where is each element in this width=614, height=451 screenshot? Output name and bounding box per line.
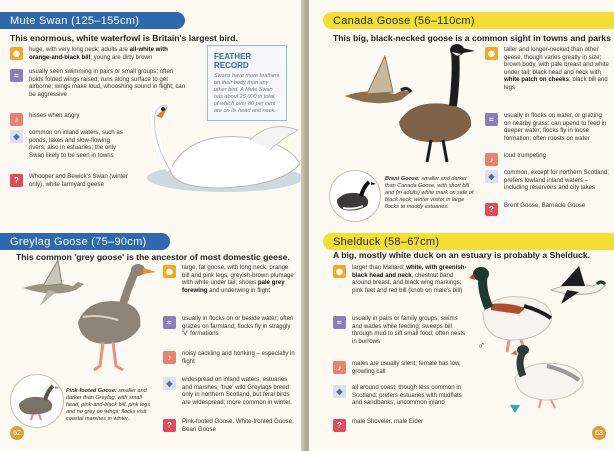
page-number-left: 62 bbox=[10, 426, 24, 440]
location-icon: ◈ bbox=[485, 170, 498, 183]
mute-swan-title: Mute Swan (125–155cm) bbox=[10, 14, 140, 27]
mute-swan-title-bar bbox=[0, 12, 185, 29]
canada-entry-flight: ≈ usually in flocks on water, or grazing on nearby grass; can upend to feed in deeper water; flocks fly in loose formation; often roosts on water bbox=[485, 112, 609, 142]
mute-swan-entry-sound: ♪ hisses when angry bbox=[10, 112, 160, 126]
greylag-entry-location: ◈ widespread on inland waters, estuaries and marshes; 'true' wild Greylags breed only in northern Scotland, but feral birds are widespread; more common in winter. bbox=[163, 376, 295, 406]
shelduck-entry-location: ◈ all around coast, though less common in Scotland; prefers estuaries with mudflats and sandbanks; uncommon inland bbox=[333, 384, 467, 407]
shelduck-entry-sound: ♪ males are usually silent; female has low, growling call bbox=[333, 360, 467, 375]
brent-goose-illustration bbox=[333, 178, 377, 216]
mute-swan-entry-eye: ◉ huge, with very long neck; adults are all-white with orange-and-black bill; young are dirty brown bbox=[10, 46, 185, 61]
left-page bbox=[0, 0, 305, 451]
canada-entry-location: ◈ common, except for northern Scotland; prefers lowland inland waters – including reservoirs and city lakes bbox=[485, 169, 609, 192]
sound-icon: ♪ bbox=[333, 361, 346, 374]
flight-icon: ≈ bbox=[333, 316, 346, 329]
feather-record-heading: FEATHER RECORD bbox=[214, 52, 252, 70]
pink-footed-caption: Pink-footed Goose: smaller and darker than Greylag, with small head, pink-and-black bill, pink legs and no grey on wings; flocks visit coastal marshes in winter. bbox=[66, 388, 151, 422]
flight-icon: ≈ bbox=[163, 316, 176, 329]
shelduck-title-bar bbox=[323, 233, 614, 250]
eye-icon: ◉ bbox=[163, 265, 176, 278]
canada-entry-sound: ♪ loud trumpeting bbox=[485, 152, 609, 166]
mute-swan-lead: This enormous, white waterfowl is Britain's largest bird. bbox=[10, 33, 238, 43]
shelduck-entry-flight: ≈ usually in pairs or family groups; swims and wades while feeding; sweeps bill through mud to sift small food; often nests in burrows bbox=[333, 315, 467, 345]
question-icon: ? bbox=[333, 419, 346, 432]
mute-swan-entry-similar: ? Whooper and Bewick's Swan (winter only), white farmyard geese bbox=[10, 173, 128, 188]
right-page bbox=[309, 0, 614, 451]
greylag-entry-sound: ♪ noisy cackling and honking – especially in flight bbox=[163, 350, 295, 365]
location-icon: ◈ bbox=[10, 130, 23, 143]
question-icon: ? bbox=[163, 419, 176, 432]
greylag-title: Greylag Goose (75–90cm) bbox=[10, 235, 147, 248]
canada-entry-similar: ? Brent Goose, Barnacle Goose bbox=[485, 202, 609, 216]
eye-icon: ◉ bbox=[333, 265, 346, 278]
flight-icon: ≈ bbox=[10, 69, 23, 82]
brent-goose-caption: Brent Goose: smaller and darker than Canada Goose, with short bill and (in adults) white mark on side of black neck; winter visitor in large flocks to muddy estuaries. bbox=[385, 176, 474, 210]
flight-icon: ≈ bbox=[485, 113, 498, 126]
eye-icon: ◉ bbox=[10, 47, 23, 60]
question-icon: ? bbox=[485, 203, 498, 216]
male-symbol: ♂ bbox=[477, 340, 486, 352]
shelduck-female-illustration bbox=[507, 340, 597, 410]
location-icon: ◈ bbox=[163, 377, 176, 390]
canada-goose-title-bar bbox=[323, 12, 614, 29]
canada-entry-eye: ◉ taller and longer-necked than other geese, though varies greatly in size; brown body, with pale breast and white under tail; black head and neck with white patch on cheeks; black bill and legs bbox=[485, 46, 609, 92]
mute-swan-illustration bbox=[130, 100, 305, 200]
location-icon: ◈ bbox=[333, 385, 346, 398]
shelduck-title: Shelduck (58–67cm) bbox=[333, 235, 440, 248]
greylag-entry-similar: ? Pink-footed Goose, White-fronted Goose, Bean Goose bbox=[163, 418, 295, 433]
sound-icon: ♪ bbox=[485, 153, 498, 166]
greylag-standing-illustration bbox=[68, 262, 158, 377]
eye-icon: ◉ bbox=[485, 47, 498, 60]
page-number-right: 63 bbox=[592, 426, 606, 440]
shelduck-entry-eye: ◉ larger than Mallard; white, with greenish-black head and neck, chestnut band around breast, and black wing markings; pink feet and red bill (knob on male's bill) bbox=[333, 264, 467, 294]
canada-standing-illustration bbox=[391, 42, 491, 167]
greylag-entry-eye: ◉ large, fat goose, with long neck, orange bill and pink legs; greyish-brown plumage with white under tail; shows pale grey forewing and underwing in flight bbox=[163, 264, 295, 294]
sound-icon: ♪ bbox=[163, 351, 176, 364]
shelduck-entry-similar: ? male Shoveler, male Eider bbox=[333, 418, 467, 432]
canada-goose-title: Canada Goose (56–110cm) bbox=[333, 14, 475, 27]
greylag-lead: This common 'grey goose' is the ancestor of most domestic geese. bbox=[16, 252, 290, 262]
feather-record-body: Swans have more feathers on their body than any other bird. A Mute Swan has about 25,000 in total, of which over 80 per cent are on its head and neck. bbox=[214, 73, 280, 114]
sound-icon: ♪ bbox=[10, 113, 23, 126]
pink-footed-illustration bbox=[15, 382, 61, 422]
female-marker-icon bbox=[509, 404, 521, 414]
question-icon: ? bbox=[10, 174, 23, 187]
mute-swan-entry-flight: ≈ usually seen swimming in pairs or small groups; often holds folded wings raised; runs along surface to get airborne; wings make loud, whooshing sound in flight; can be aggressive bbox=[10, 68, 188, 98]
canada-goose-lead: This big, black-necked goose is a common sight in towns and parks bbox=[333, 33, 611, 43]
mute-swan-entry-location: ◈ common on inland waters, such as ponds, lakes and slow-flowing rivers; also in estuaries; the only Swan likely to be seen in towns bbox=[10, 129, 128, 159]
greylag-title-bar bbox=[0, 233, 170, 250]
shelduck-lead: A big, mostly white duck on an estuary is probably a Shelduck. bbox=[333, 250, 591, 260]
shelduck-flying-illustration bbox=[545, 262, 607, 306]
greylag-entry-flight: ≈ usually in flocks on or beside water; often grazes on farmland; flocks fly in straggly 'V' formations bbox=[163, 315, 295, 338]
